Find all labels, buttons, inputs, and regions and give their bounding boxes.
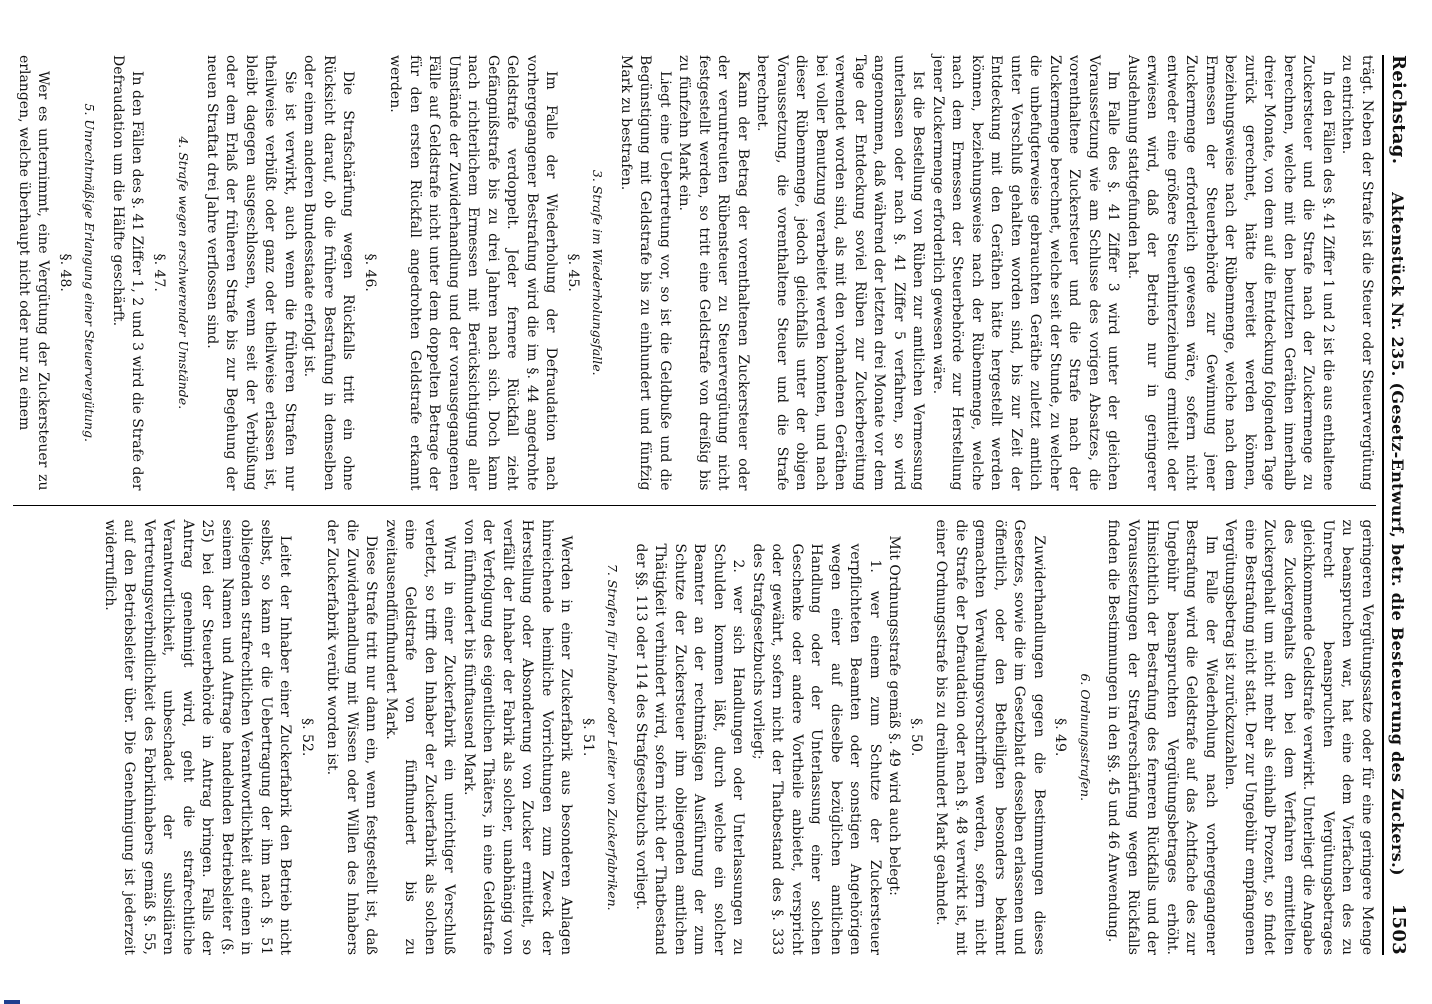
paragraph: Die Strafschärfung wegen Rückfalls tritt ein ohne Rücksicht darauf, ob die frühere Bestrafung in demselben oder einem anderen Bundesstaate erfolgt ist.	[301, 55, 357, 491]
subsection-heading: 4. Strafe wegen erschwerender Umstände.	[176, 136, 192, 410]
list-item: 1. wer einem zum Schutze der Zuckersteuer verpflichteten Beamten oder sonstigen Angehörigen wegen einer auf dieselbe bezüglichen amtlichen Handlung oder der Unterlassung einer solchen Geschenke oder andere Vortheile anbietet, verspricht oder gewährt, sofern nicht der Thatbestand des §. 333 des Strafgesetzbuchs vorliegt;	[750, 543, 883, 955]
section-number: §. 46.	[362, 253, 378, 292]
paragraph: Im Falle der Wiederholung der Defraudation nach vorhergegangener Bestrafung wird die im §. 44 angedrohte Geldstrafe verdoppelt. Jeder fernere Rückfall zieht Gefängnißstrafe bis zu drei Jahren nach sich. Doch kann nach richterlichem Ermessen mit Berücksichtigung aller Umstände der Zuwiderhandlung und der vorausgegangenen Fälle auf Geldstrafe nicht unter dem doppelten Betrage der für den ersten Rückfall angedrohten Geldstrafe erkannt werden.	[387, 55, 560, 491]
paragraph: trägt. Neben der Strafe ist die Steuer oder Steuervergütung zu entrichten.	[1339, 55, 1375, 491]
section-number: §. 52.	[299, 718, 315, 757]
header-title: Aktenstück Nr. 235. (Gesetz-Entwurf, betr. die Besteuerung des Zuckers.)	[1388, 192, 1407, 876]
paragraph: Wer es unternimmt, eine Vergütung der Zuckersteuer zu erlangen, welche überhaupt nicht oder nur zu einem	[16, 55, 52, 491]
paragraph: geringeren Vergütungssatze oder für eine geringere Menge zu beanspruchen war, hat eine dem Vierfachen des zu Unrecht beanspruchten Vergütungsbetrages gleichkommende Geldstrafe verwirkt. Unterliegt die Angabe des Zuckergehalts den bei dem Verfahren ermittelten Zuckergehalt um nicht mehr als einhalb Prozent, so findet eine Bestrafung nicht statt. Der zur Ungebühr empfangenen Vergütungsbetrag ist zurückzuzahlen.	[1222, 519, 1375, 955]
list-item: 2. wer sich Handlungen oder Unterlassungen zu Schulden kommen läßt, durch welche ein solcher Beamter an der rechtmäßigen Ausführung der zum Schutze der Zuckersteuer ihm obliegenden amtlichen Thätigkeit verhindert wird, sofern nicht der Thatbestand der §§. 113 oder 114 des Strafgesetzbuchs vorliegt.	[633, 543, 747, 955]
subsection-heading: 6. Ordnungsstrafen.	[1078, 673, 1093, 802]
paragraph: Diese Strafe tritt nur dann ein, wenn festgestellt ist, daß die Zuwiderhandlung mit Wissen oder Willen des Inhabers der Zuckerfabrik verübt worden ist.	[324, 519, 380, 955]
paragraph: Zuwiderhandlungen gegen die Bestimmungen dieses Gesetzes, sowie die im Gesetzblatt desselben erlassenen und öffentlich, oder den Betheiligten besonders bekannt gemachten Verwaltungsvorschriften werden, sofern nicht die Strafe der Defraudation oder nach §. 48 verwirkt ist, mit einer Ordnungsstrafe bis zu dreihundert Mark geahndet.	[933, 519, 1047, 955]
paragraph: Werden in einer Zuckerfabrik aus besonderen Anlagen hinreichende heimliche Vorrichtungen zum Zweck der Herstellung oder Absonderung von Zucker ermittelt, so verfällt der Inhaber der Fabrik als solcher, unabhängig von der Verfolgung des eigentlichen Thäters, in eine Geldstrafe von fünfhundert bis fünftausend Mark.	[461, 519, 575, 955]
section-number: §. 47.	[151, 253, 167, 292]
section-number: §. 50.	[908, 718, 924, 757]
paragraph: Kann der Betrag der vorenthaltenen Zuckersteuer oder der veruntreuten Rübensteuer zu Steuervergütung nicht festgestellt werden, so tritt eine Geldstrafe von dreißig bis zu fünfzehn Mark ein.	[676, 55, 751, 491]
section-number: §. 49.	[1052, 718, 1069, 757]
paragraph: Im Falle des §. 41 Ziffer 3 wird unter der gleichen Voraussetzung wie am Schlusse des vorigen Absatzes, die vorenthaltene Zuckersteuer und die Strafe nach der Zuckermenge berechnet, welche seit der Stunde, zu welcher die unbefugterweise gebrauchten Geräthe zuletzt amtlich unter Verschluß gehalten worden sind, bis zur Zeit der Entdeckung mit den Geräthen hätte hergestellt werden können, beziehungsweise nach der Rübenmenge, welche nach dem Ermessen der Steuerbehörde zur Herstellung jener Zuckermenge erforderlich gewesen wäre.	[930, 55, 1122, 491]
page-number: 1503	[1388, 903, 1409, 955]
section-number: §. 48.	[57, 253, 73, 292]
left-column	[14, 55, 1377, 505]
paragraph: Ist die Bestellung von Rüben zur amtlichen Vermessung unterlassen oder nach §. 41 Ziffer 5 verfahren, so wird angenommen, daß während der letzten drei Monate vor dem Tage der Entdeckung soviel Rüben zur Zuckerbereitung verwendet worden sind, als mit den vorhandenen Geräthen bei voller Benutzung verarbeitet werden konnten, und nach dieser Rübenmenge, jedoch gleichfalls unter der obigen Voraussetzung, die vorenthaltene Steuer und die Strafe berechnet.	[754, 55, 927, 491]
paragraph: In den Fällen des §. 41 Ziffer 1 und 2 ist die aus enthaltene Zuckersteuer und die Strafe nach der Zuckermenge zu berechnen, welche mit den benutzten Geräthen innerhalb dreier Monate, von dem auf die Entdeckung folgenden Tage zurück gerechnet, hätte bereitet werden können, beziehungsweise nach der Rübenmenge, welche nach dem Ermessen der Steuerbehörde zur Gewinnung jener Zuckermenge erforderlich gewesen wäre, sofern nicht entweder eine größere Steuerhinterziehung ermittelt oder erwiesen wird, daß der Betrieb nur in geringerer Ausdehnung stattgefunden hat.	[1125, 55, 1336, 491]
header-left: Reichstag.	[1388, 55, 1409, 165]
subsection-heading: 3. Strafe im Wiederholungsfalle.	[590, 169, 606, 376]
paragraph: Sie ist verwirkt, auch wenn die früheren Strafen nur theilweise verbüßt oder ganz oder theilweise erlassen ist, bleibt dagegen ausgeschlossen, wenn seit der Verbüßung oder dem Erlaß der früheren Strafe bis zur Begehung der neuen Straftat drei Jahre verflossen sind.	[204, 55, 298, 491]
section-number: §. 51.	[580, 718, 596, 757]
page-header	[1382, 55, 1422, 955]
subsection-heading: 7. Strafen für Inhaber oder Leiter von Zuckerfabriken.	[605, 563, 621, 911]
paragraph: Liegt eine Uebertretung vor, so ist die Geldbuße und die Begünstigung mit Geldstrafe bis zu einhundert und fünfzig Mark zu bestrafen.	[618, 55, 673, 491]
text-columns	[14, 55, 1377, 955]
section-number: §. 45.	[565, 253, 581, 292]
paragraph: Wird in einer Zuckerfabrik ein unrichtiger Verschluß verletzt, so trifft den Inhaber der Zuckerfabrik als solchen eine Geldstrafe von fünfhundert bis zu zweitausendfünfhundert Mark.	[383, 519, 458, 955]
paragraph: In den Fällen des §. 41 Ziffer 1, 2 und 3 wird die Strafe der Defraudation um die Hälfte geschärft.	[110, 55, 146, 491]
paragraph: Mit Ordnungsstrafe gemäß §. 49 wird auch belegt:	[886, 535, 903, 896]
right-column	[14, 505, 1377, 956]
paragraph: Im Falle der Wiederholung nach vorhergegangener Bestrafung wird die Geldstrafe auf das Achtfache des zur Ungebühr beanspruchten Vergütungsbetrages erhöht. Hinsichtlich der Bestrafung des ferneren Rückfalls und der Voraussetzungen der Strafverschärfung wegen Rückfalls finden die Bestimmungen in den §§. 45 und 46 Anwendung.	[1105, 519, 1219, 955]
paragraph: Leitet der Inhaber einer Zuckerfabrik den Betrieb nicht selbst, so kann er die Uebertragung der ihm nach §. 51 obliegenden strafrechtlichen Verantwortlichkeit auf einen in seinem Namen und Auftrage handelnden Betriebsleiter (§. 25) bei der Steuerbehörde in Antrag bringen. Falls der Antrag genehmigt wird, geht die strafrechtliche Verantwortlichkeit, unbeschadet der subsidiären Vertretungsverbindlichkeit des Fabrikinhabers gemäß §. 55, auf den Betriebsleiter über. Die Genehmigung ist jederzeit widerruflich.	[102, 519, 294, 955]
subsection-heading: 5. Unrechtmäßige Erlangung einer Steuervergütung.	[82, 103, 98, 442]
